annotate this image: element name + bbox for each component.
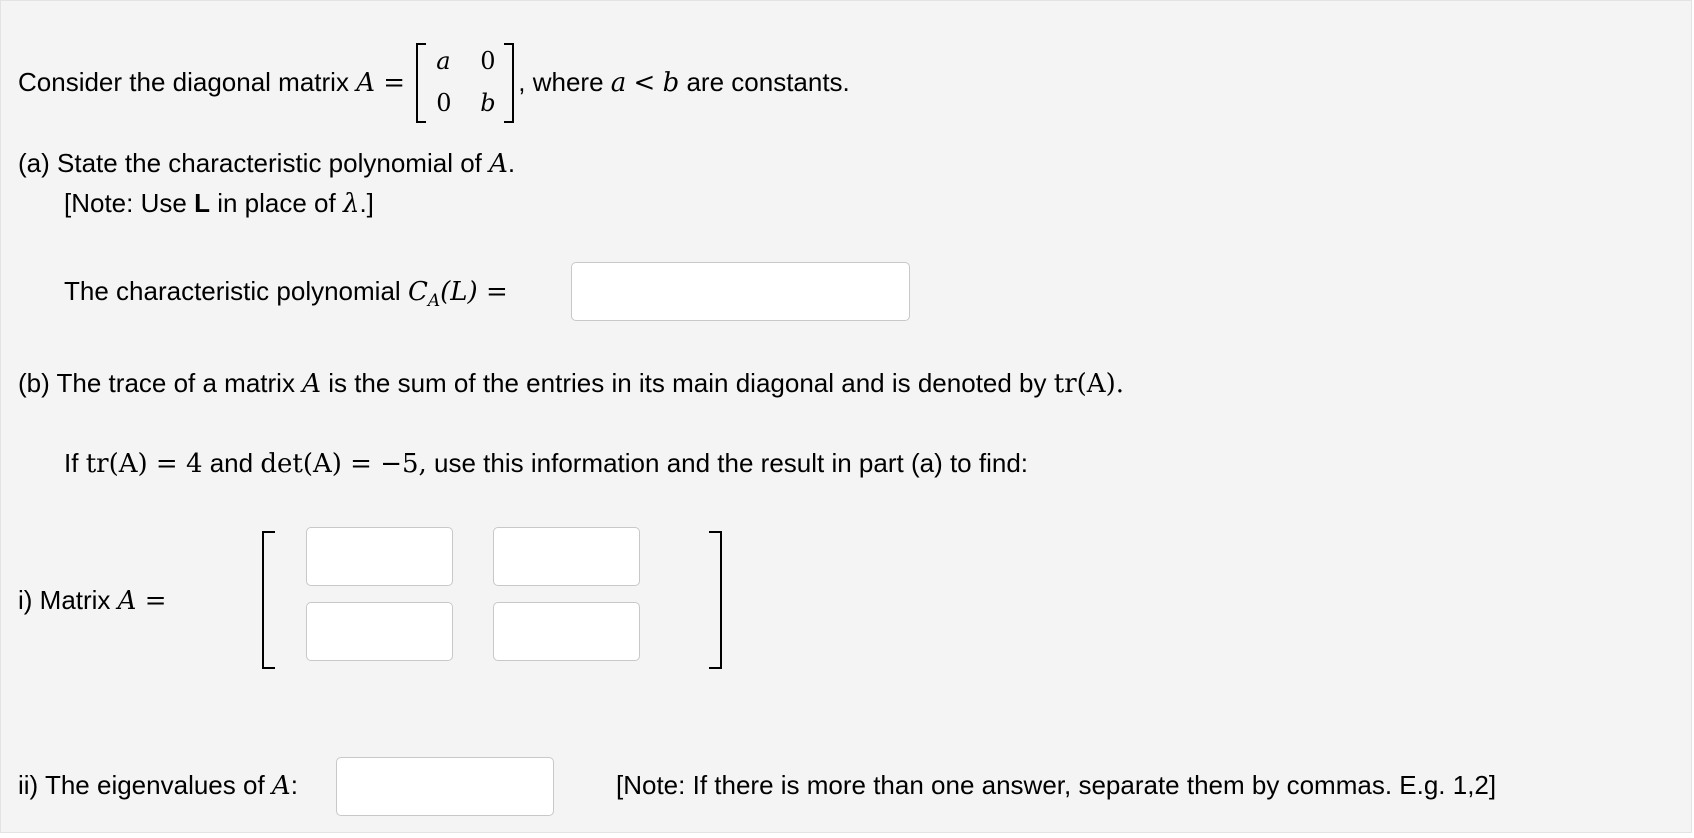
part-a-note-L: L (194, 188, 210, 218)
part-b-given-det: det(A) = −5, (260, 449, 427, 479)
part-b-trA: tr(A). (1053, 369, 1124, 399)
part-b-given-tr: tr(A) = 4 (85, 449, 203, 479)
part-b-given-if: If (64, 448, 79, 478)
intro-A-eq: A = (356, 67, 406, 98)
char-poly-L-eq: (L) = (440, 277, 508, 307)
char-poly-input[interactable] (571, 262, 910, 321)
matrix-input-r1c1[interactable] (306, 527, 453, 586)
matrix-A-eq: A = (117, 586, 167, 616)
lambda-symbol: λ (342, 189, 360, 219)
part-b-prompt-prefix: (b) The trace of a matrix (18, 368, 295, 398)
part-a-period: . (507, 148, 516, 178)
eigenvalues-input[interactable] (336, 757, 554, 816)
intro-comma: , (518, 66, 526, 97)
part-b-given-rest: use this information and the result in part (a) to find: (434, 448, 1029, 478)
part-a-prompt-text: (a) State the characteristic polynomial of (18, 148, 482, 178)
part-b-prompt (18, 367, 1124, 400)
eigenvalues-colon: : (290, 770, 298, 800)
intro-b: b (662, 67, 680, 98)
part-a-note (64, 187, 374, 220)
intro-text-after: are constants. (686, 66, 850, 97)
part-a-A: A (489, 149, 508, 179)
intro-lt: < (633, 67, 656, 98)
given-matrix (416, 43, 514, 125)
part-a-note-prefix: [Note: Use (64, 188, 187, 218)
char-poly-C: C (407, 277, 428, 307)
intro-a: a (610, 67, 627, 98)
eigenvalues-A: A (271, 771, 291, 801)
matrix-input-r2c1[interactable] (306, 602, 453, 661)
part-b-prompt-mid: is the sum of the entries in its main diagonal and is denoted by (328, 368, 1047, 398)
eigenvalues-label-text: ii) The eigenvalues of (18, 770, 265, 800)
matrix-left-bracket (262, 531, 275, 669)
given-matrix-right-bracket (504, 43, 514, 123)
char-poly-subscript: A (427, 291, 441, 312)
matrix-A-label (18, 584, 167, 617)
intro-line (18, 43, 850, 125)
given-matrix-a12: 0 (480, 47, 496, 75)
part-a-note-mid: in place of (217, 188, 336, 218)
given-matrix-a22: b (480, 89, 496, 117)
given-matrix-a11: a (436, 47, 451, 75)
part-a-note-suffix: .] (359, 188, 374, 218)
part-b-given-and: and (209, 448, 254, 478)
matrix-input-r2c2[interactable] (493, 602, 640, 661)
part-b-given (64, 447, 1028, 480)
eigenvalues-note: [Note: If there is more than one answer, separate them by commas. E.g. 1,2] (616, 770, 1497, 800)
char-poly-label-text: The characteristic polynomial (64, 276, 401, 306)
intro-where: where (532, 66, 604, 97)
matrix-A-label-text: i) Matrix (18, 585, 111, 615)
intro-text-before: Consider the diagonal matrix (18, 66, 349, 97)
matrix-right-bracket (709, 531, 722, 669)
given-matrix-a21: 0 (436, 89, 452, 117)
given-matrix-left-bracket (416, 43, 426, 123)
part-b-A: A (302, 369, 321, 399)
char-poly-label (64, 275, 508, 317)
eigenvalues-label (18, 769, 298, 802)
matrix-input-r1c2[interactable] (493, 527, 640, 586)
part-a-prompt (18, 147, 515, 180)
